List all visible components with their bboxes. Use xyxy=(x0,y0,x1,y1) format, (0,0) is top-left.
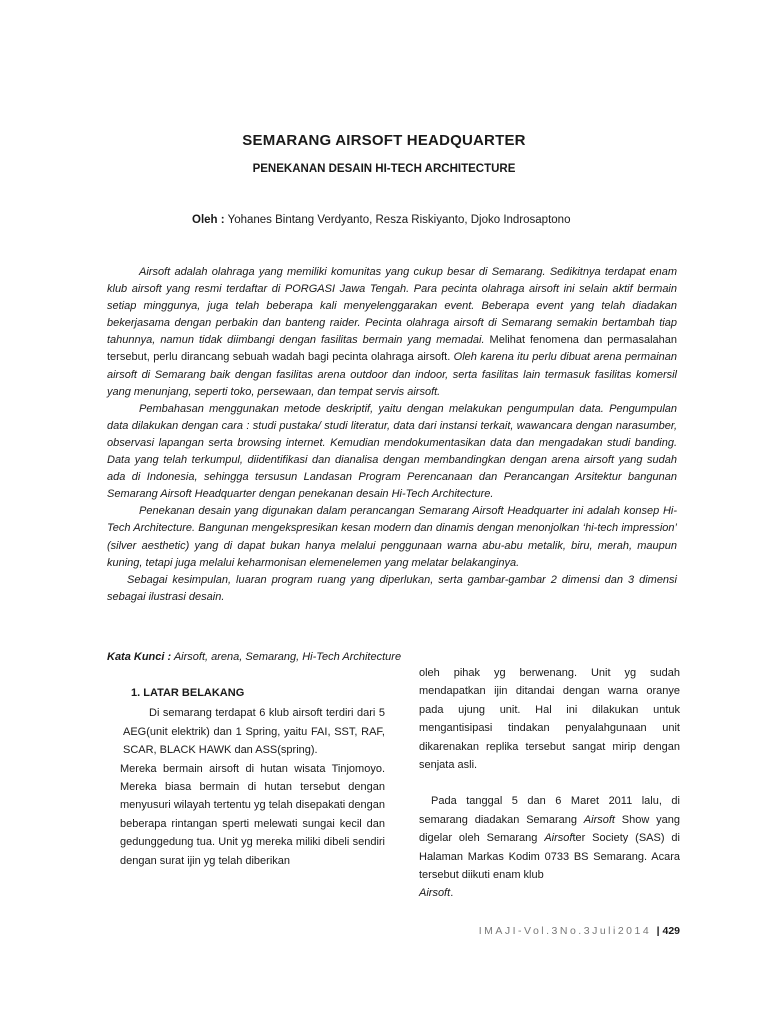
abstract-paragraph-3: Penekanan desain yang digunakan dalam perancangan Semarang Airsoft Headquarter ini adalah konsep Hi-Tech Architecture. Bangunan mengekspresikan kesan modern dan dinamis dengan menonjolkan ‘hi-tech impression’ (silver aesthetic) yang di dapat bukan hanya melalui penggunaan warna abu-abu metalik, biru, merah, maupun kuning, tetapi juga melalui keharmonisan elemenelemen yang melatar belakanginya. xyxy=(107,505,677,569)
abstract-paragraph-4: Sebagai kesimpulan, luaran program ruang yang diperlukan, serta gambar-gambar 2 dimensi dan 3 dimensi sebagai ilustrasi desain. xyxy=(107,573,677,603)
journal-info: IMAJI-Vol.3No.3Juli2014 xyxy=(478,925,657,937)
section-paragraph-2: Mereka bermain airsoft di hutan wisata Tinjomoyo. Mereka biasa bermain di hutan tersebut dengan menyusuri wilayah tertentu yg telah disepakati dengan beberapa rintangan sperti melewati sungai kecil dan gedunggedung tua. Unit yg mereka miliki dibeli sendiri dengan surat ijin yg telah diberikan xyxy=(120,762,385,867)
authors-names: Yohanes Bintang Verdyanto, Resza Riskiyanto, Djoko Indrosaptono xyxy=(224,214,571,226)
right-paragraph-1: oleh pihak yg berwenang. Unit yg sudah mendapatkan ijin ditandai dengan warna oranye pada ujung unit. Hal ini dilakukan untuk mengantisipasi tindakan penyalahgunaan unit dikarenakan replika tersebut sangat mirip dengan senjata asli. xyxy=(419,667,680,772)
right-column xyxy=(419,664,680,903)
section-paragraph-1: Di semarang terdapat 6 klub airsoft terdiri dari 5 AEG(unit elektrik) dan 1 Spring, yaitu FAI, SST, RAF, SCAR, BLACK HAWK dan ASS(spring). xyxy=(123,707,385,757)
abstract-p1-part-c: Oleh karena itu perlu dibuat arena permainan airsoft di Semarang baik dengan fasilitas arena outdoor dan indoor, serta fasilitas lain termasuk fasilitas komersil yang menunjang, seperti toko, persewaan, dan tempat servis airsoft. xyxy=(107,351,677,398)
right-p2-c: Show yang digelar oleh Semarang xyxy=(419,813,681,845)
keywords-text: Airsoft, arena, Semarang, Hi-Tech Architecture xyxy=(171,651,402,663)
authors-line xyxy=(192,214,570,226)
page-number: 429 xyxy=(659,925,680,937)
right-p2-a: Pada tanggal 5 dan 6 Maret 2011 lalu, di semarang diadakan Semarang xyxy=(419,795,680,826)
page-footer xyxy=(479,925,680,937)
paper-subtitle: PENEKANAN DESAIN HI-TECH ARCHITECTURE xyxy=(252,163,516,175)
abstract xyxy=(107,264,677,606)
abstract-p1-part-b: Melihat fenomena dan permasalahan tersebut, perlu dirancang sebuah wadah bagi pecinta olahraga airsoft. xyxy=(107,334,677,364)
right-paragraph-2 xyxy=(419,792,680,902)
keywords-label: Kata Kunci : xyxy=(107,651,172,663)
left-column xyxy=(120,684,385,870)
footer-separator: | xyxy=(656,925,660,937)
authors-label: Oleh : xyxy=(192,214,225,226)
keywords-line xyxy=(107,651,401,663)
right-p2-g: . xyxy=(450,887,454,900)
abstract-paragraph-1 xyxy=(107,264,677,401)
right-p2-d: Airsof xyxy=(544,832,573,845)
abstract-paragraph-2: Pembahasan menggunakan metode deskriptif, yaitu dengan melakukan pengumpulan data. Pengumpulan data dilakukan dengan cara : studi pustaka/ studi literatur, data dari instansi terkait, wawancara dengan narasumber, observasi lapangan serta browsing internet. Kemudian mendokumentasikan data dan mengadakan studi banding. Data yang telah terkumpul, diidentifikasi dan dianalisa dengan membandingkan dengan arena airsoft yang sudah ada di Indonesia, sehingga tersusun Landasan Program Perencanaan dan Perancangan Arsitektur bangunan Semarang Airsoft Headquarter dengan penekanan desain Hi-Tech Architecture. xyxy=(107,402,677,501)
right-p2-b: Airsoft xyxy=(583,813,615,826)
paper-title: SEMARANG AIRSOFT HEADQUARTER xyxy=(242,132,526,149)
right-p2-f: Airsoft xyxy=(419,887,451,900)
abstract-p1-part-a: Airsoft adalah olahraga yang memiliki komunitas yang cukup besar di Semarang. Sedikitnya terdapat enam klub airsoft yang resmi terdaftar di PORGASI Jawa Tengah. Para pecinta olahraga airsoft ini selain aktif bermain setiap minggunya, juga telah beberapa kali menyelenggarakan event. Beberapa event yang telah diadakan bekerjasama dengan perbakin dan banteng raider. Pecinta olahraga airsoft di Semarang semakin bertambah tiap tahunnya, namun tidak diimbangi dengan fasilitas bermain yang memadai. xyxy=(107,266,677,347)
section-heading: 1. LATAR BELAKANG xyxy=(131,687,245,699)
right-p2-e: ter Society (SAS) di Halaman Markas Kodim 0733 BS Semarang. Acara tersebut diikuti enam klub xyxy=(419,832,680,882)
